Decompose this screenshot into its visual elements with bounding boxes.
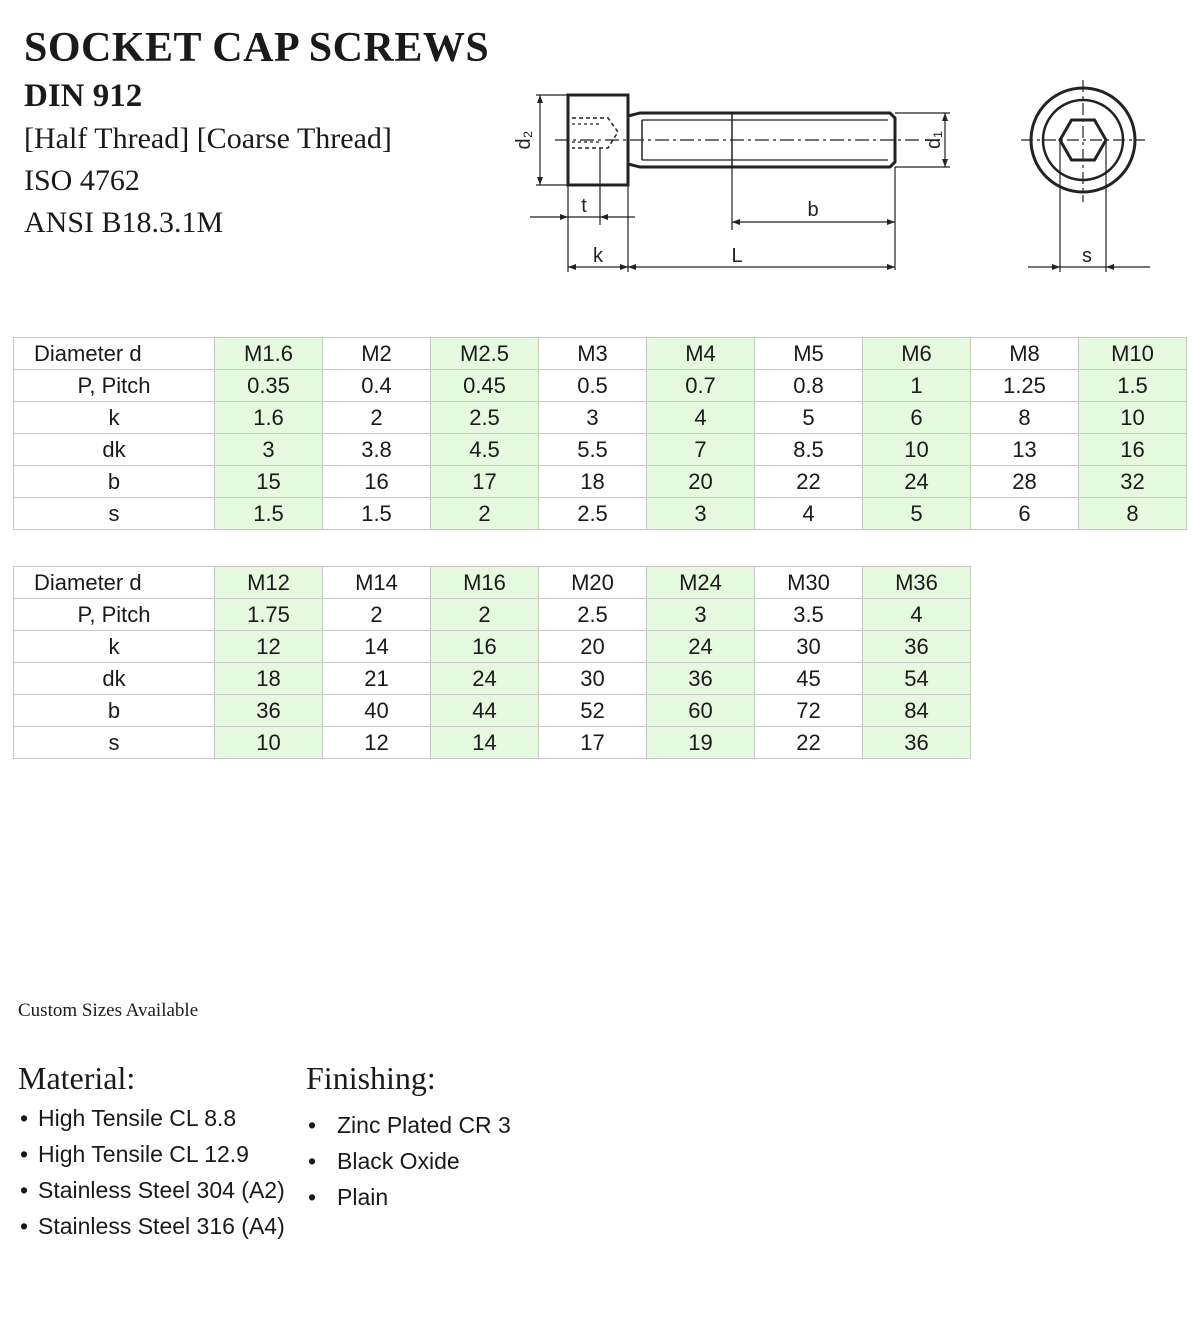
row-label-k: k xyxy=(14,631,215,663)
table-row xyxy=(14,370,1187,402)
material-item-label: Stainless Steel 304 (A2) xyxy=(38,1177,285,1203)
socket-hidden-lines xyxy=(572,118,618,148)
bullet-icon: • xyxy=(20,1177,29,1203)
table-cell: 0.35 xyxy=(215,370,323,402)
size-header: M1.6 xyxy=(215,338,323,370)
table-cell: 4.5 xyxy=(431,434,539,466)
table-cell: 54 xyxy=(863,663,971,695)
size-header: M24 xyxy=(647,567,755,599)
table-cell: 19 xyxy=(647,727,755,759)
dimension-table-m1-6-to-m10 xyxy=(13,337,1187,530)
material-list xyxy=(18,1100,285,1244)
table-cell: 5 xyxy=(755,402,863,434)
size-header: M36 xyxy=(863,567,971,599)
table-cell: 3 xyxy=(215,434,323,466)
bullet-icon: • xyxy=(308,1184,317,1210)
table-cell: 18 xyxy=(215,663,323,695)
table-row xyxy=(14,567,971,599)
size-header: M12 xyxy=(215,567,323,599)
table-row xyxy=(14,727,971,759)
table-cell: 24 xyxy=(647,631,755,663)
size-header: M16 xyxy=(431,567,539,599)
list-item xyxy=(306,1179,511,1215)
table-cell: 10 xyxy=(863,434,971,466)
list-item xyxy=(306,1143,511,1179)
table-cell: 17 xyxy=(431,466,539,498)
custom-sizes-note: Custom Sizes Available xyxy=(18,1000,199,1021)
table-row xyxy=(14,338,1187,370)
row-label-pitch: P, Pitch xyxy=(14,370,215,402)
table-cell: 12 xyxy=(323,727,431,759)
row-label-s: s xyxy=(14,498,215,530)
bullet-icon: • xyxy=(308,1148,317,1174)
table-cell: 7 xyxy=(647,434,755,466)
table-cell: 4 xyxy=(863,599,971,631)
table-cell: 60 xyxy=(647,695,755,727)
list-item xyxy=(18,1136,285,1172)
table-cell: 1.75 xyxy=(215,599,323,631)
table-cell: 5 xyxy=(863,498,971,530)
table-row xyxy=(14,663,971,695)
table-cell: 18 xyxy=(539,466,647,498)
table-cell: 3.8 xyxy=(323,434,431,466)
table-cell: 0.7 xyxy=(647,370,755,402)
table-cell: 21 xyxy=(323,663,431,695)
row-label-dk: dk xyxy=(14,434,215,466)
table-cell: 2 xyxy=(431,599,539,631)
table-cell: 30 xyxy=(539,663,647,695)
finishing-item-label: Plain xyxy=(337,1184,389,1210)
screw-technical-drawing xyxy=(500,80,1160,280)
table-cell: 44 xyxy=(431,695,539,727)
size-header: M10 xyxy=(1079,338,1187,370)
size-header: M8 xyxy=(971,338,1079,370)
table-cell: 3 xyxy=(647,498,755,530)
row-label-k: k xyxy=(14,402,215,434)
page-title: SOCKET CAP SCREWS xyxy=(24,25,490,71)
table-row xyxy=(14,599,971,631)
table-cell: 28 xyxy=(971,466,1079,498)
table-cell: 15 xyxy=(215,466,323,498)
table-cell: 4 xyxy=(755,498,863,530)
row-label-b: b xyxy=(14,466,215,498)
standard-ansi: ANSI B18.3.1M xyxy=(24,206,224,239)
table-cell: 3.5 xyxy=(755,599,863,631)
finishing-item-label: Black Oxide xyxy=(337,1148,460,1174)
table-cell: 1.5 xyxy=(1079,370,1187,402)
table-cell: 16 xyxy=(323,466,431,498)
table-cell: 14 xyxy=(323,631,431,663)
table-row xyxy=(14,695,971,727)
material-item-label: High Tensile CL 12.9 xyxy=(38,1141,249,1167)
table-row xyxy=(14,498,1187,530)
row-label-diameter: Diameter d xyxy=(14,567,215,599)
table-cell: 17 xyxy=(539,727,647,759)
table-cell: 1.5 xyxy=(323,498,431,530)
size-header: M2.5 xyxy=(431,338,539,370)
table-cell: 12 xyxy=(215,631,323,663)
material-item-label: Stainless Steel 316 (A4) xyxy=(38,1213,285,1239)
row-label-diameter: Diameter d xyxy=(14,338,215,370)
table-cell: 1.5 xyxy=(215,498,323,530)
table-cell: 0.8 xyxy=(755,370,863,402)
table-cell: 2.5 xyxy=(539,498,647,530)
size-header: M30 xyxy=(755,567,863,599)
dimension-table-m12-to-m36 xyxy=(13,566,971,759)
bullet-icon: • xyxy=(20,1213,29,1239)
list-item xyxy=(18,1100,285,1136)
size-header: M3 xyxy=(539,338,647,370)
table-cell: 8.5 xyxy=(755,434,863,466)
standard-din: DIN 912 xyxy=(24,78,143,114)
finishing-heading: Finishing: xyxy=(306,1060,436,1096)
bullet-icon: • xyxy=(308,1112,317,1138)
table-cell: 20 xyxy=(647,466,755,498)
table-cell: 6 xyxy=(971,498,1079,530)
table-cell: 40 xyxy=(323,695,431,727)
table-cell: 2 xyxy=(323,402,431,434)
table-cell: 24 xyxy=(431,663,539,695)
size-header: M4 xyxy=(647,338,755,370)
table-cell: 24 xyxy=(863,466,971,498)
size-header: M2 xyxy=(323,338,431,370)
label-k: k xyxy=(593,245,603,267)
table-cell: 3 xyxy=(539,402,647,434)
table-cell: 0.4 xyxy=(323,370,431,402)
table-cell: 22 xyxy=(755,466,863,498)
table-cell: 6 xyxy=(863,402,971,434)
table-cell: 8 xyxy=(1079,498,1187,530)
table-cell: 1.25 xyxy=(971,370,1079,402)
table-row xyxy=(14,402,1187,434)
finishing-list xyxy=(306,1107,511,1215)
table-cell: 36 xyxy=(215,695,323,727)
table-cell: 10 xyxy=(1079,402,1187,434)
table-cell: 3 xyxy=(647,599,755,631)
table-cell: 2 xyxy=(323,599,431,631)
table-cell: 10 xyxy=(215,727,323,759)
table-cell: 16 xyxy=(431,631,539,663)
table-cell: 1.6 xyxy=(215,402,323,434)
table-cell: 13 xyxy=(971,434,1079,466)
finishing-item-label: Zinc Plated CR 3 xyxy=(337,1112,511,1138)
row-label-s: s xyxy=(14,727,215,759)
table-cell: 2.5 xyxy=(431,402,539,434)
table-row xyxy=(14,434,1187,466)
table-row xyxy=(14,466,1187,498)
table-cell: 16 xyxy=(1079,434,1187,466)
bullet-icon: • xyxy=(20,1141,29,1167)
size-header: M20 xyxy=(539,567,647,599)
table-cell: 36 xyxy=(647,663,755,695)
label-b: b xyxy=(807,199,819,221)
standard-iso: ISO 4762 xyxy=(24,164,140,197)
list-item xyxy=(18,1208,285,1244)
table-cell: 36 xyxy=(863,631,971,663)
list-item xyxy=(18,1172,285,1208)
size-header: M5 xyxy=(755,338,863,370)
label-s: s xyxy=(1082,245,1092,267)
bullet-icon: • xyxy=(20,1105,29,1131)
table-cell: 5.5 xyxy=(539,434,647,466)
row-label-b: b xyxy=(14,695,215,727)
table-cell: 1 xyxy=(863,370,971,402)
table-cell: 45 xyxy=(755,663,863,695)
table-cell: 0.5 xyxy=(539,370,647,402)
label-t: t xyxy=(581,195,587,217)
thread-types: [Half Thread] [Coarse Thread] xyxy=(24,122,392,155)
table-cell: 2 xyxy=(431,498,539,530)
size-header: M6 xyxy=(863,338,971,370)
table-cell: 72 xyxy=(755,695,863,727)
label-L: L xyxy=(731,245,743,267)
list-item xyxy=(306,1107,511,1143)
table-cell: 8 xyxy=(971,402,1079,434)
table-cell: 84 xyxy=(863,695,971,727)
label-d2: d₂ xyxy=(513,130,535,150)
row-label-dk: dk xyxy=(14,663,215,695)
table-cell: 52 xyxy=(539,695,647,727)
table-cell: 4 xyxy=(647,402,755,434)
table-cell: 2.5 xyxy=(539,599,647,631)
table-cell: 20 xyxy=(539,631,647,663)
table-cell: 36 xyxy=(863,727,971,759)
size-header: M14 xyxy=(323,567,431,599)
table-cell: 32 xyxy=(1079,466,1187,498)
material-item-label: High Tensile CL 8.8 xyxy=(38,1105,237,1131)
table-cell: 30 xyxy=(755,631,863,663)
table-cell: 0.45 xyxy=(431,370,539,402)
row-label-pitch: P, Pitch xyxy=(14,599,215,631)
material-heading: Material: xyxy=(18,1060,136,1096)
label-d1: d₁ xyxy=(923,131,945,149)
table-cell: 14 xyxy=(431,727,539,759)
table-cell: 22 xyxy=(755,727,863,759)
table-row xyxy=(14,631,971,663)
